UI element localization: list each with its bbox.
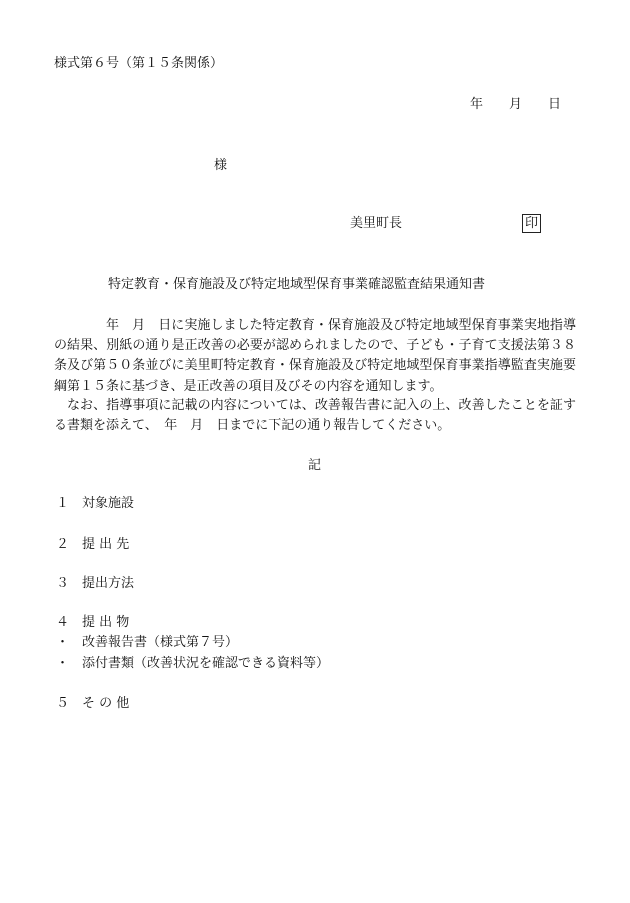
addressee: 様 (214, 158, 228, 173)
date-month: 月 (509, 97, 523, 112)
item-number: ３ (56, 576, 70, 591)
item-number: ２ (56, 537, 70, 552)
submission-item: 改善報告書（様式第７号） (82, 635, 239, 650)
document-title: 特定教育・保育施設及び特定地域型保育事業確認監査結果通知書 (108, 277, 486, 292)
body-paragraph-2: なお、指導事項に記載の内容については、改善報告書に記入の上、改善したことを証する書類を添えて、 年 月 日までに下記の通り報告してください。 (54, 398, 576, 434)
bullet-mark: ・ (56, 656, 70, 671)
ki-heading: 記 (308, 458, 322, 473)
item-label: 提 出 先 (82, 537, 130, 552)
date-line (470, 96, 561, 114)
item-number: ５ (56, 696, 70, 711)
submission-item: 添付書類（改善状況を確認できる資料等） (82, 656, 330, 671)
item-label: 対象施設 (82, 496, 135, 511)
bullet-mark: ・ (56, 635, 70, 650)
form-number: 様式第６号（第１５条関係） (54, 56, 224, 71)
item-label: 提 出 物 (82, 615, 130, 630)
seal-mark: 印 (522, 214, 541, 233)
item-label: 提出方法 (82, 576, 135, 591)
item-number: １ (56, 496, 70, 511)
item-number: ４ (56, 615, 70, 630)
date-day: 日 (548, 97, 562, 112)
date-year: 年 (470, 97, 484, 112)
item-label: そ の 他 (82, 696, 130, 711)
issuer-name: 美里町長 (350, 216, 403, 231)
body-paragraph-1: 年 月 日に実施しました特定教育・保育施設及び特定地域型保育事業実地指導の結果、別紙の通り是正改善の必要が認められましたので、子ども・子育て支援法第３８条及び第５０条並びに美里町特定教育・保育施設及び特定地域型保育事業指導監査実施要綱第１５条に基づき、是正改善の項目及びその内容を通知します。 (54, 318, 576, 394)
